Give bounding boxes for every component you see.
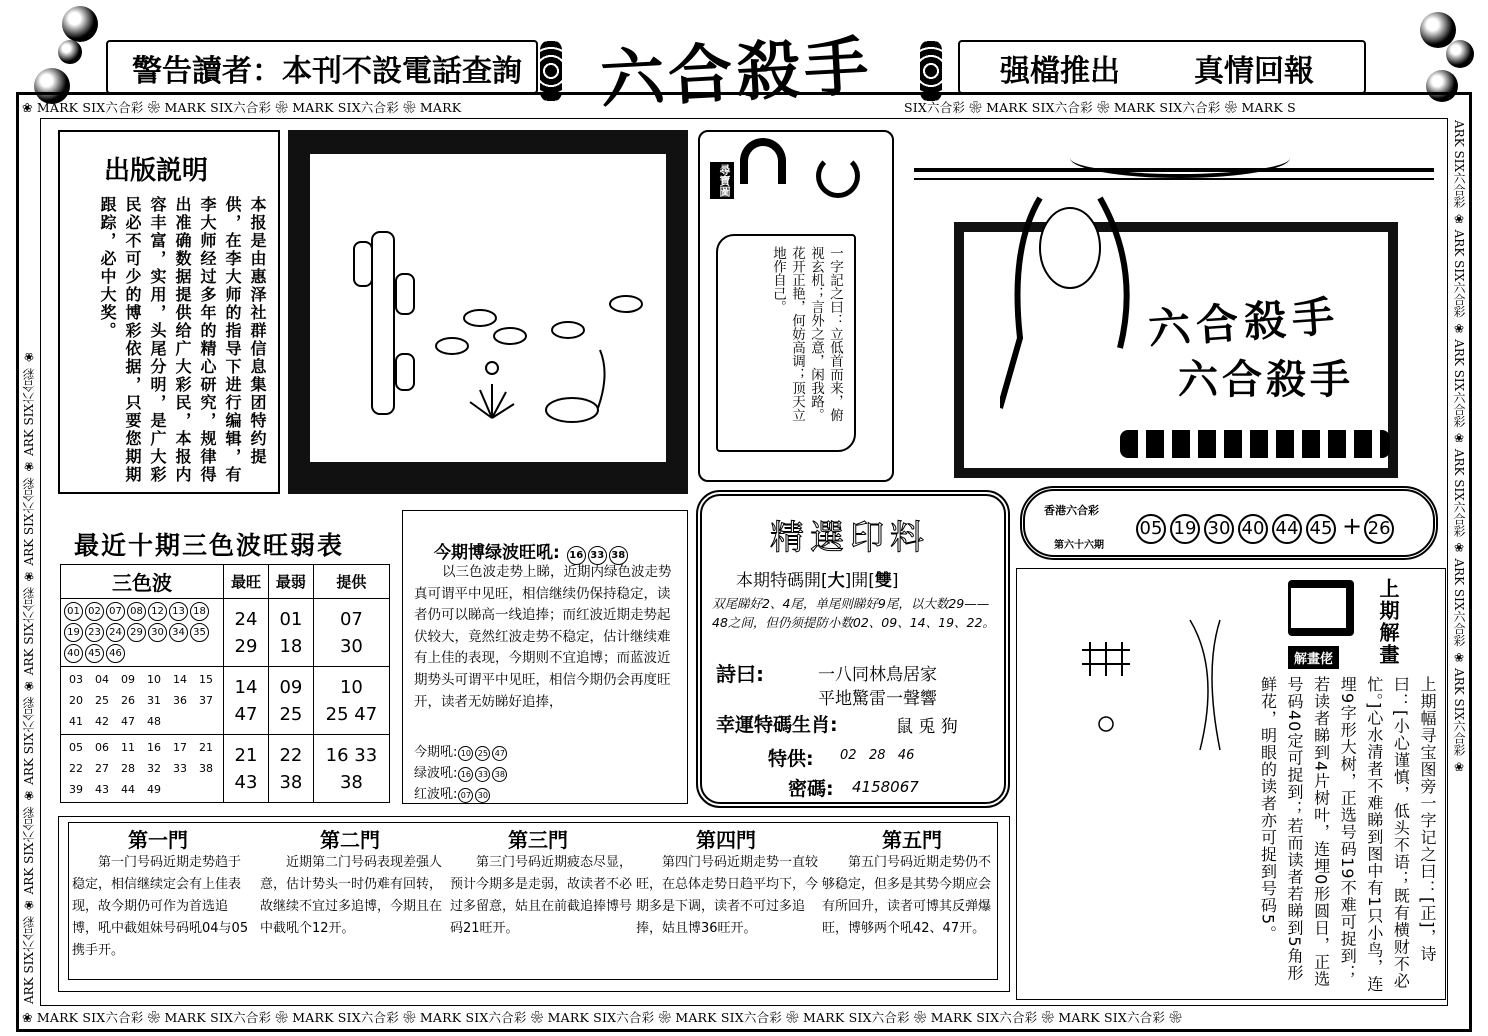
cactus-trunk (372, 232, 394, 414)
top-strip-right: SIX六合彩 ❀ MARK SIX六合彩 ❀ MARK SIX六合彩 ❀ MARK S (904, 100, 1296, 115)
selected-poem-label: 詩曰: (716, 662, 764, 686)
green-wave-line-2: 红波吼: 07 30 (414, 784, 508, 805)
result-numbers (1136, 512, 1398, 544)
picture-canvas (310, 154, 666, 462)
wave-number: 40 (64, 644, 83, 663)
wave-number: 09 (121, 673, 135, 686)
wave-number: 02 (85, 602, 104, 621)
door-title-4: 第五門 (882, 828, 942, 852)
result-number-3: 40 (1238, 514, 1268, 544)
wave-number: 47 (121, 715, 135, 728)
wave-number: 48 (147, 715, 161, 728)
result-number-2: 30 (1204, 514, 1234, 544)
cactus-arm-right (396, 274, 414, 314)
wave-number: 26 (121, 694, 135, 707)
mound-1 (464, 310, 496, 326)
wave-header-3: 提供 (313, 565, 389, 599)
green-wave-title-ball-2: 38 (609, 546, 628, 565)
wave-number: 03 (69, 673, 83, 686)
wave-row-2-min: 22 38 (268, 735, 313, 803)
slogan-right: 真情回報 (1194, 54, 1314, 89)
wave-row-0-max: 24 29 (224, 599, 269, 667)
green-wave-title-text: 今期博绿波旺吼: (434, 543, 560, 563)
woman-illustration (1000, 188, 1150, 468)
green-wave-line-0: 今期吼: 10 25 47 (414, 742, 508, 763)
publication-text: 本报是由惠泽社群信息集团特约提供，在李大师的指导下进行编辑，有李大师经过多年的精心研究，规律得出准确数据提供给广大彩民，本报内容丰富，实用，头尾分明，是广大彩民必不可少的博彩依据，只要您期期跟踪，必中大奖。 (98, 196, 267, 484)
wave-number: 18 (190, 602, 209, 621)
door-text-0: 第一门号码近期走势趋于稳定，相信继续定会有上佳表现，故今期仍可作为首选追博，吼中截姐妹号码吼04与05携手开。 (72, 855, 249, 958)
green-wave-text: 以三色波走势上睇，近期内绿色波走势真可谓平中见旺，相信继续仍保持稳定，读者仍可以睇高一线追捧；而红波近期走势起伏较大，竟然红波走势不稳定，估计继续难有上佳的表现，今期则不宜追博；而蓝波近期势头可谓平中见旺，相信今期仍会再度旺开，读者无妨睇好追捧， (414, 564, 672, 710)
wave-number: 27 (95, 762, 109, 775)
green-wave-line-1: 绿波吼: 16 33 38 (414, 763, 508, 784)
door-title-1: 第二門 (320, 828, 380, 852)
treasure-label: 尋寶圖 (710, 162, 734, 199)
selected-desc: 双尾睇好2、4尾，单尾则睇好9尾，以大数29——48之间，但仍须提防小数02、09、14、19、22。 (712, 596, 995, 630)
wave-row-blue (61, 667, 390, 735)
door-title-2: 第三門 (508, 828, 568, 852)
cactus-scene (310, 154, 666, 462)
wave-number: 24 (106, 623, 125, 642)
wave-number: 13 (169, 602, 188, 621)
wave-row-1-min: 09 25 (268, 667, 313, 735)
selected-poem-2: 平地驚雷一聲響 (818, 689, 937, 709)
publication-title: 出版説明 (104, 156, 209, 186)
wave-number: 43 (95, 783, 109, 796)
green-wave-title-ball-0: 16 (567, 546, 586, 565)
last-issue-text: 上期幅寻宝图旁一字记之曰：[正]，诗曰：[小心谨慎，低头不语；既有横财不必忙。]心水清者不难睇到图中有1只小鸟，连埋9字形大树，正选号码19不难可捉到；若读者睇到4片树叶，连埋0形圆日，正选号码40定可捉到；若而读者若睇到5角形鲜花，明眼的读者亦可捉到号码5。 (1258, 676, 1437, 993)
mound-5 (436, 338, 468, 354)
wave-row-red (61, 599, 390, 667)
wave-number: 11 (121, 741, 135, 754)
wave-number: 25 (95, 694, 109, 707)
poster-line2: 六合殺手 (1178, 356, 1354, 403)
slogan-left: 强檔推出 (1000, 54, 1120, 89)
green-wave-lines (414, 742, 508, 805)
wave-number: 20 (69, 694, 83, 707)
special-label: 特供: (768, 748, 814, 770)
wave-number: 23 (85, 623, 104, 642)
door-title-0: 第一門 (128, 828, 188, 852)
result-number-5: 45 (1306, 514, 1336, 544)
wave-number: 28 (121, 762, 135, 775)
wave-header-2: 最弱 (268, 565, 313, 599)
wave-number: 33 (173, 762, 187, 775)
bottom-strip: ❀ MARK SIX六合彩 ❀ MARK SIX六合彩 ❀ MARK SIX六合彩 ❀ MARK SIX六合彩 ❀ MARK SIX六合彩 ❀ MARK SIX六合彩 ❀ MARK SIX六合彩 ❀ MARK SIX六合彩 ❀ MARK SIX六合彩 ❀ (22, 1010, 1182, 1025)
green-wave-title-ball-1: 33 (588, 546, 607, 565)
warning-text: 警告讀者：本刊不設電話查詢 (132, 54, 522, 89)
wave-number: 34 (169, 623, 188, 642)
wave-number: 36 (173, 694, 187, 707)
wave-number: 08 (127, 602, 146, 621)
corner-ornament-tr2 (1446, 40, 1474, 68)
treasure-poem: 一字記之曰：立低首而来，俯视玄机；言外之意，闲我路。花开正艳，何妨高调；顶天立地作自己。 (770, 246, 843, 422)
corner-ornament-tl3 (58, 40, 82, 64)
horseshoe-icon (816, 154, 860, 198)
cactus-arm-right2 (396, 354, 414, 390)
result-plus: + (1342, 512, 1363, 540)
selected-special: 本期特碼開[大]開[雙] (736, 571, 899, 591)
wave-number: 32 (147, 762, 161, 775)
wave-number: 19 (64, 623, 83, 642)
wave-row-1-max: 14 47 (224, 667, 269, 735)
wave-number: 41 (69, 715, 83, 728)
door-text-1: 近期第二门号码表现差强人意，估计势头一时仍难有回转，故继续不宜过多追博，今期且在中截吼个12开。 (260, 855, 442, 936)
selected-poem-1: 一八同林鳥居家 (818, 665, 937, 685)
wave-number: 30 (148, 623, 167, 642)
wave-row-1-balls (61, 667, 224, 735)
lucky-value: 鼠 兎 狗 (896, 717, 958, 737)
wave-number: 06 (95, 741, 109, 754)
door-text-4: 第五门号码近期走势仍不够稳定，但多是其势今期应会有所回升，读者可博其反弹爆旺，博够两个吼42、47开。 (822, 855, 992, 936)
wave-row-2-balls (61, 735, 224, 803)
mound-4 (494, 328, 526, 344)
door-text-3: 第四门号码近期走势一直较旺，在总体走势日趋平均下，今期多是下调，读者不可过多追捧，姑且博36旺开。 (636, 855, 818, 936)
left-strip: ARK SIX六合彩 ❀ ARK SIX六合彩 ❀ ARK SIX六合彩 ❀ ARK SIX六合彩 ❀ ARK SIX六合彩 ❀ ARK SIX六合彩 ❀ (22, 350, 36, 1004)
wave-header-0: 三色波 (61, 565, 224, 599)
cactus-arm-left (354, 242, 372, 286)
wave-number: 01 (64, 602, 83, 621)
wave-number: 15 (199, 673, 213, 686)
result-number-0: 05 (1136, 514, 1166, 544)
wave-number: 10 (147, 673, 161, 686)
selected-title: 精選印料 (770, 518, 930, 558)
door-title-3: 第四門 (696, 828, 756, 852)
wave-number: 38 (199, 762, 213, 775)
poster-bar (914, 168, 1434, 180)
wave-row-2-max: 21 43 (224, 735, 269, 803)
poster-ingots (1120, 430, 1390, 458)
wave-number: 39 (69, 783, 83, 796)
result-number-4: 44 (1272, 514, 1302, 544)
rat-body (546, 398, 598, 422)
wave-number: 44 (121, 783, 135, 796)
wave-row-0-min: 01 18 (268, 599, 313, 667)
wave-number: 45 (85, 644, 104, 663)
grass-plant (470, 384, 514, 418)
top-strip-left: ❀ MARK SIX六合彩 ❀ MARK SIX六合彩 ❀ MARK SIX六合彩 ❀ MARK (22, 100, 462, 115)
wave-number: 07 (106, 602, 125, 621)
flower (486, 362, 498, 374)
code-value: 4158067 (852, 778, 919, 796)
code-label: 密碼: (788, 778, 834, 800)
wave-table (60, 564, 390, 803)
wave-number: 12 (148, 602, 167, 621)
wave-number: 29 (127, 623, 146, 642)
wave-row-0-provide: 07 30 (313, 599, 389, 667)
wave-number: 17 (173, 741, 187, 754)
last-issue-title: 上期解畫 (1376, 578, 1400, 666)
wave-number: 22 (69, 762, 83, 775)
wave-row-1-provide: 10 25 47 (313, 667, 389, 735)
fence (1082, 642, 1130, 676)
wave-number: 35 (190, 623, 209, 642)
wave-row-green (61, 735, 390, 803)
wave-number: 31 (147, 694, 161, 707)
door-text-2: 第三门号码近期疲态尽显，预计今期多是走弱，故读者不必过多留意，姑且在前截追捧博号码21旺开。 (450, 855, 632, 936)
wave-number: 21 (199, 741, 213, 754)
last-issue-badge: 解畫佬 (1288, 646, 1339, 669)
rainbow-icon (740, 138, 786, 184)
last-issue-flag (1288, 580, 1354, 636)
poster-line1: 六合殺手 (1146, 291, 1342, 354)
face (1040, 208, 1100, 288)
rat-tail (598, 350, 605, 408)
wave-number: 46 (106, 644, 125, 663)
result-issue: 第六十六期 (1054, 540, 1104, 551)
wave-number: 49 (147, 783, 161, 796)
special-value: 02 28 46 (840, 748, 915, 763)
corner-ornament-tl (62, 6, 98, 42)
mound-3 (610, 296, 642, 312)
result-special: 26 (1364, 514, 1394, 544)
wave-number: 42 (95, 715, 109, 728)
right-strip: ARK SIX六合彩 ❀ ARK SIX六合彩 ❀ ARK SIX六合彩 ❀ ARK SIX六合彩 ❀ ARK SIX六合彩 ❀ ARK SIX六合彩 ❀ (1452, 120, 1466, 774)
wave-row-2-provide: 16 33 38 (313, 735, 389, 803)
lucky-label: 幸運特碼生肖: (716, 714, 838, 736)
wave-number: 14 (173, 673, 187, 686)
wave-number: 16 (147, 741, 161, 754)
wave-title: 最近十期三色波旺弱表 (74, 531, 345, 560)
wave-row-0-balls (61, 599, 224, 667)
result-label: 香港六合彩 (1044, 504, 1099, 517)
masthead-title: 六合殺手 (598, 28, 875, 119)
result-number-1: 19 (1170, 514, 1200, 544)
wave-number: 05 (69, 741, 83, 754)
mound-2 (552, 322, 584, 338)
wave-header-1: 最旺 (224, 565, 269, 599)
wave-number: 37 (199, 694, 213, 707)
wave-number: 04 (95, 673, 109, 686)
